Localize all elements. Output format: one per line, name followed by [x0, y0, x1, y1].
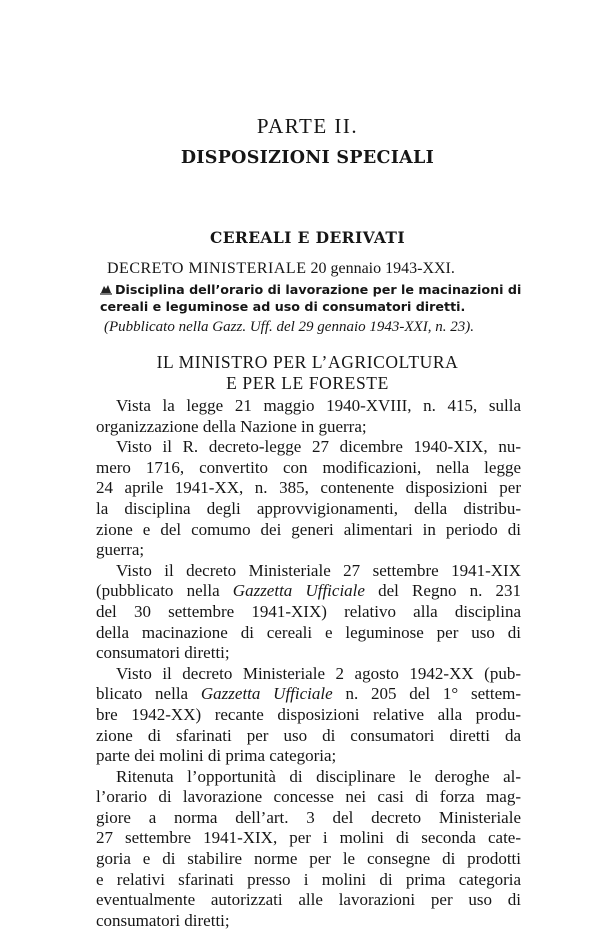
body-line: 27 settembre 1941-XIX, per i molini di seconda cate-	[96, 828, 521, 848]
subsection-title: CEREALI E DERIVATI	[209, 228, 405, 247]
decree-line	[107, 260, 455, 278]
decree-prefix: DECRETO MINISTERIALE	[107, 260, 307, 277]
part-heading: PARTE II.	[256, 114, 359, 138]
minister-line: E PER LE FORESTE	[226, 373, 389, 393]
body-text: (pubblicato nella	[96, 581, 220, 601]
decree-title-text: Disciplina dell’orario di lavorazione per le macinazioni di	[115, 282, 522, 297]
body-line: Vista la legge 21 maggio 1940-XVIII, n. 415, sulla	[116, 396, 521, 415]
body-line: bre 1942-XX) recante disposizioni relative alla produ-	[96, 704, 521, 724]
decree-title-line	[100, 281, 522, 298]
body-line: del 30 settembre 1941-XIX) relativo alla disciplina	[96, 601, 521, 621]
decree-title	[100, 281, 522, 315]
body-line: giore a norma dell’art. 3 del decreto Ministeriale	[96, 807, 521, 827]
gazette-name: Gazzetta Ufficiale	[200, 684, 333, 704]
body-line: l’orario di lavorazione concesse nei casi di forza mag-	[96, 787, 521, 807]
body-line	[96, 684, 521, 705]
body-line: organizzazione della Nazione in guerra;	[96, 416, 367, 436]
body-line: eventualmente autorizzati alle lavorazioni per uso di	[96, 890, 521, 910]
body-line: Ritenuta l’opportunità di disciplinare le deroghe al-	[116, 766, 521, 786]
body-line: consumatori diretti;	[96, 910, 230, 930]
body-line: 24 aprile 1941-XX, n. 385, contenente disposizioni per	[96, 478, 521, 498]
body-line: goria e di stabilire norme per le consegne di prodotti	[96, 849, 521, 869]
body-line: mero 1716, convertito con modificazioni, nella legge	[96, 457, 521, 477]
body-text: n. 205 del 1° settem-	[345, 684, 521, 704]
section-title: DISPOSIZIONI SPECIALI	[180, 148, 435, 168]
minister-heading	[0, 352, 615, 394]
body-line: Visto il decreto Ministeriale 2 agosto 1942-XX (pub-	[116, 663, 521, 683]
body-line	[96, 581, 521, 602]
decree-title-line: cereali e leguminose ad uso di consumatori diretti.	[100, 299, 466, 314]
minister-line: IL MINISTRO PER L’AGRICOLTURA	[156, 352, 459, 372]
body-text: blicato nella	[96, 684, 189, 704]
decree-date: 20 gennaio 1943-XXI.	[310, 260, 455, 277]
body-line: parte dei molini di prima categoria;	[96, 746, 337, 766]
body-line: zione di sfarinati per uso di consumatori diretti da	[96, 725, 521, 745]
body-line: della macinazione di cereali e leguminose per uso di	[96, 622, 521, 642]
body-line: e relativi sfarinati presso i molini di prima categoria	[96, 869, 521, 889]
body-line: Visto il R. decreto-legge 27 dicembre 1940-XIX, nu-	[116, 437, 521, 457]
body-line: la disciplina degli approvvigionamenti, della distribu-	[96, 498, 521, 518]
body-line: guerra;	[96, 540, 145, 560]
publication-note: (Pubblicato nella Gazz. Uff. del 29 gennaio 1943-XXI, n. 23).	[104, 319, 474, 335]
body-line: Visto il decreto Ministeriale 27 settembre 1941-XIX	[116, 560, 521, 580]
body-text: del Regno n. 231	[378, 581, 522, 601]
body-line: zione e del comumo dei generi alimentari in periodo di	[96, 519, 521, 539]
decree-body	[96, 396, 521, 931]
hand-mark-icon	[100, 283, 112, 295]
body-line: consumatori diretti;	[96, 643, 230, 663]
gazette-name: Gazzetta Ufficiale	[232, 581, 365, 601]
